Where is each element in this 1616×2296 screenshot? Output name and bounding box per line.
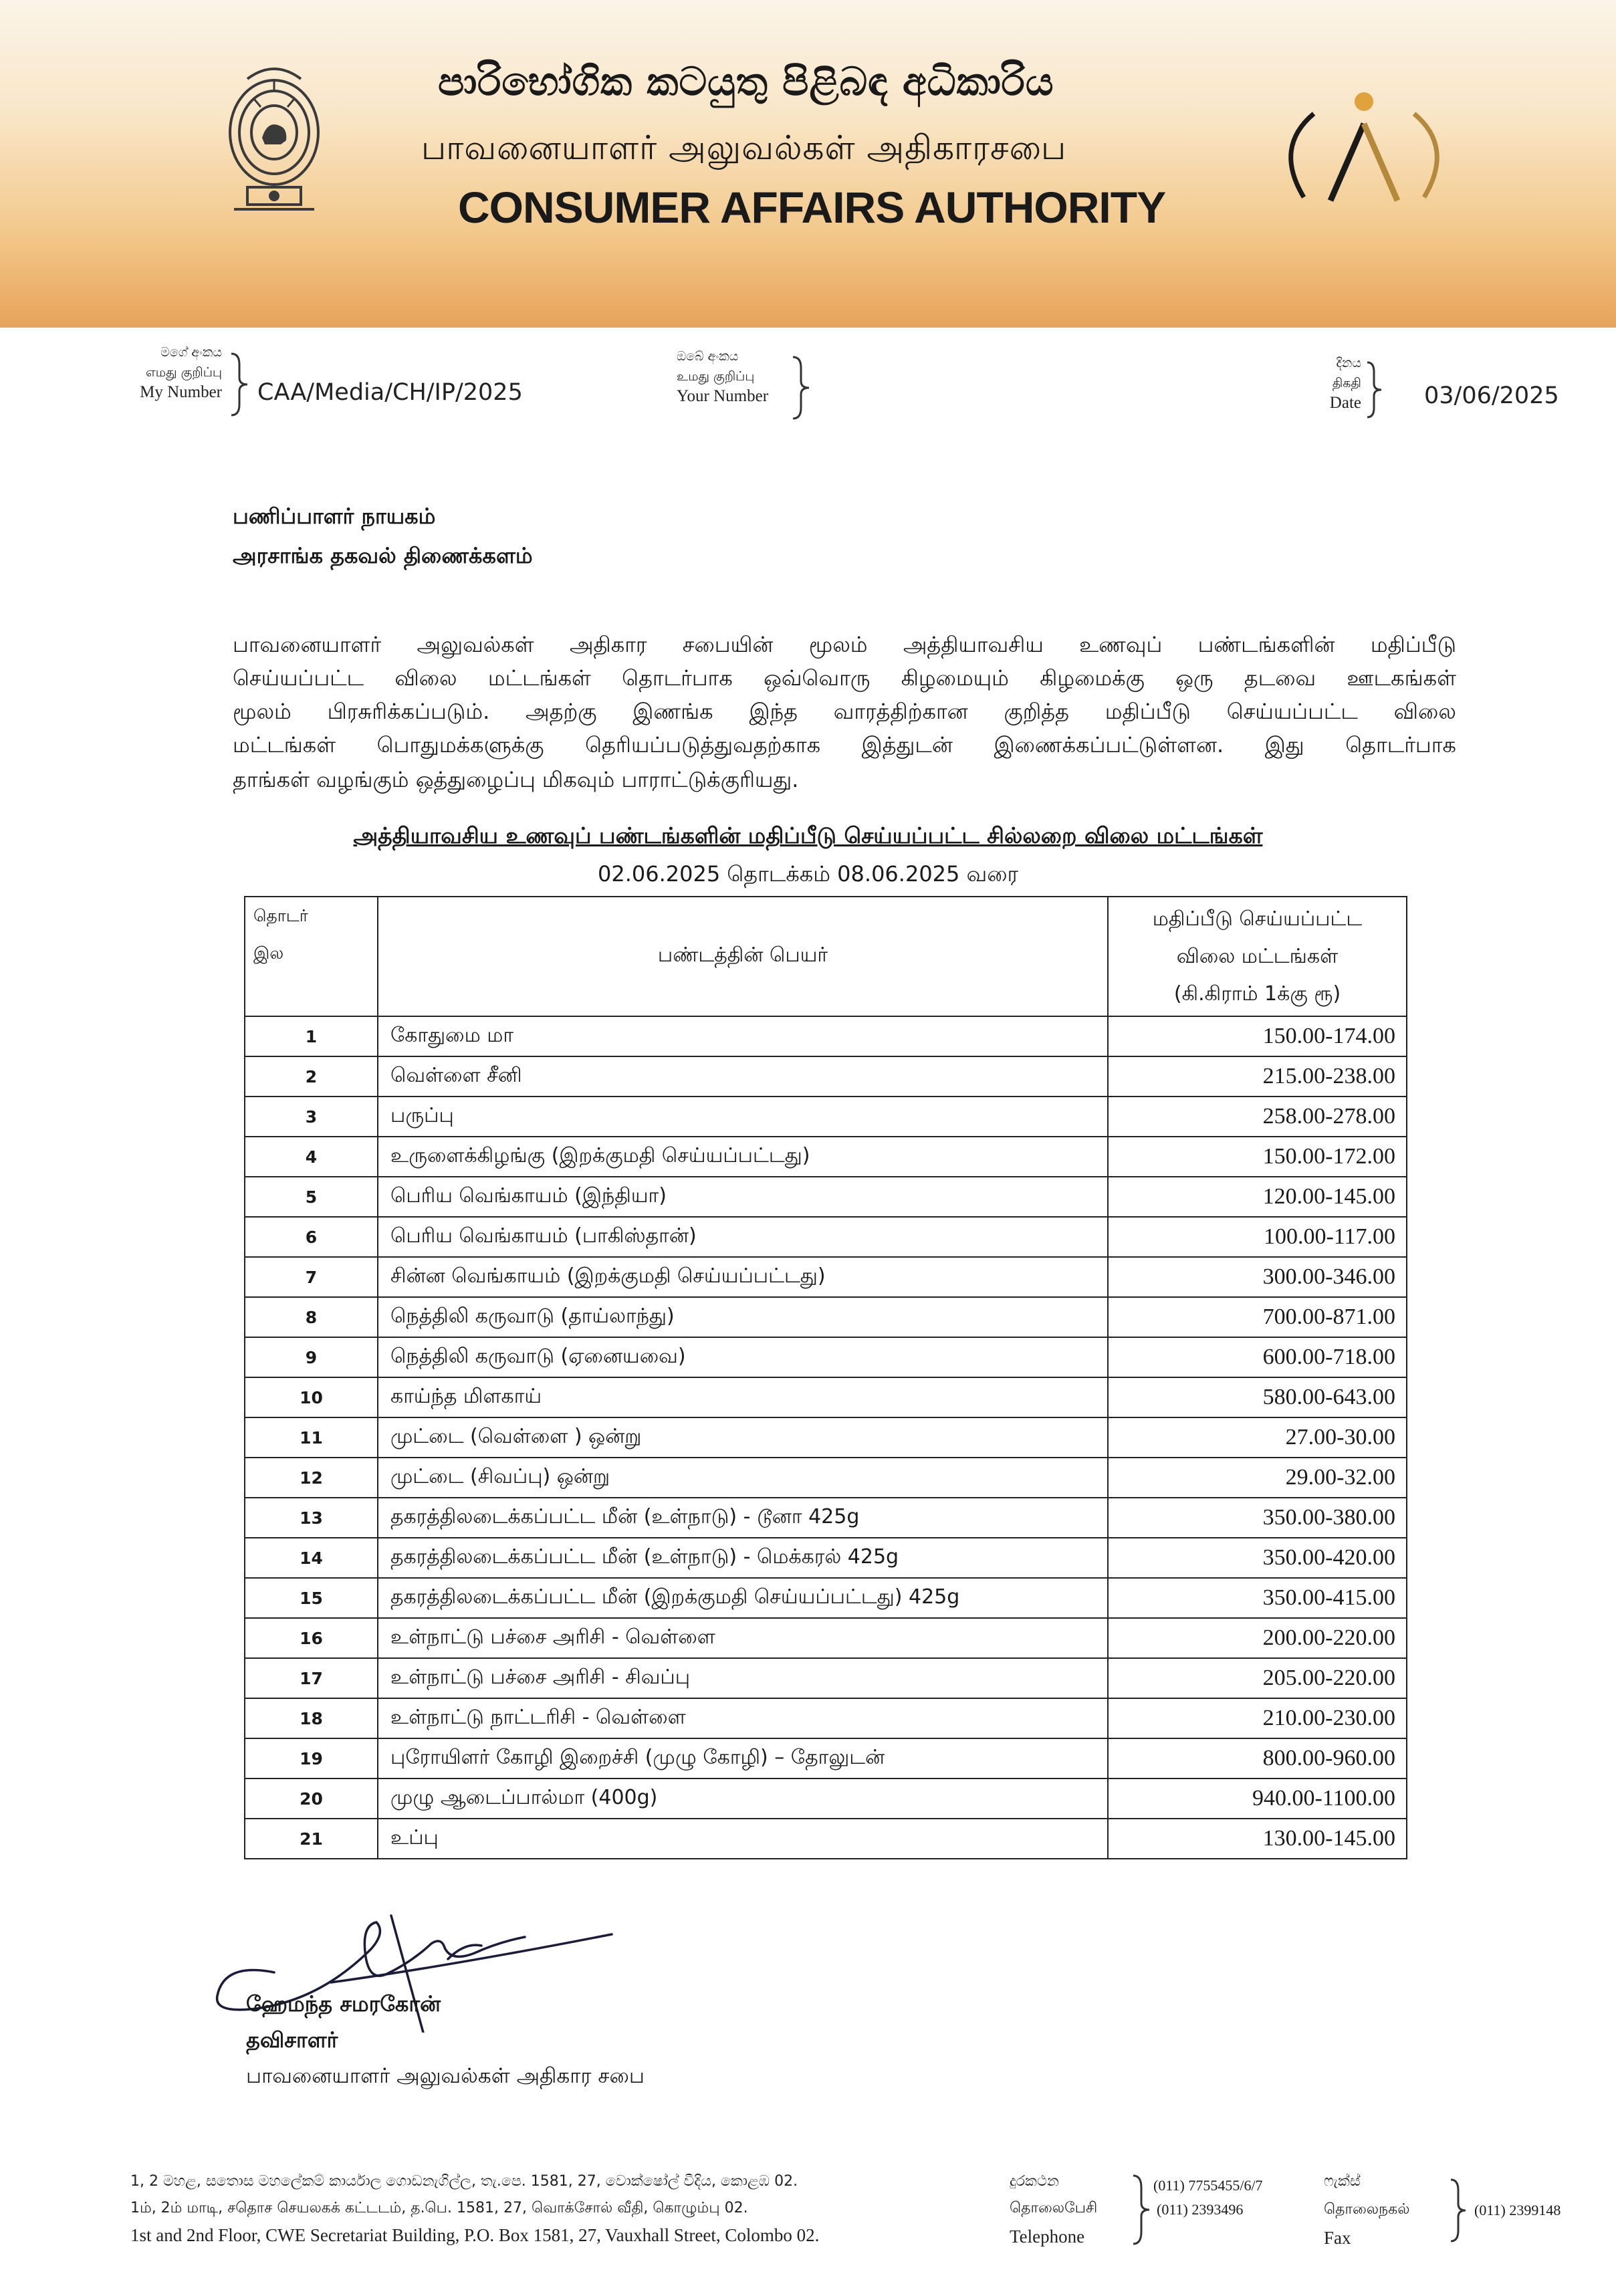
paragraph-word: சபையின்: [682, 632, 774, 657]
row-item-name: புரோயிளர் கோழி இறைச்சி (முழு கோழி) – தோலுடன்: [378, 1738, 1108, 1778]
paragraph-word: தடவை: [1244, 665, 1316, 691]
row-price-range: 27.00-30.00: [1108, 1417, 1407, 1458]
sri-lanka-emblem-icon: [221, 59, 328, 216]
row-price-range: 130.00-145.00: [1108, 1819, 1407, 1859]
caa-logo-icon: [1267, 87, 1461, 211]
paragraph-word: அதிகார: [569, 632, 647, 657]
paragraph-word: மதிப்பீடு: [1105, 699, 1191, 724]
row-item-name: வெள்ளை சீனி: [378, 1056, 1108, 1097]
table-row: [245, 1417, 1407, 1458]
paragraph-word: குறித்த: [1004, 699, 1069, 724]
row-price-range: 350.00-415.00: [1108, 1578, 1407, 1618]
row-item-name: உள்நாட்டு பச்சை அரிசி - சிவப்பு: [378, 1658, 1108, 1698]
row-item-name: முட்டை (வெள்ளை ) ஒன்று: [378, 1417, 1108, 1458]
row-price-range: 350.00-420.00: [1108, 1538, 1407, 1578]
my-number-label-en: My Number: [140, 383, 222, 401]
row-serial-no: 16: [245, 1618, 378, 1658]
table-row: [245, 1337, 1407, 1377]
row-price-range: 210.00-230.00: [1108, 1698, 1407, 1738]
footer-address-tamil: 1ம், 2ம் மாடி, சதொச செயலகக் கட்டடம், த.பெ. 1581, 27, வொக்சோல் வீதி, கொழும்பு 02.: [130, 2200, 748, 2216]
paragraph-word: மூலம்: [808, 632, 868, 657]
my-number-label-ta: எமது குறிப்பு: [145, 365, 222, 380]
paragraph-word: பண்டங்களின்: [1197, 632, 1335, 657]
header-price-line3: (கி.கிராம் 1க்கு ரூ): [1173, 982, 1341, 1006]
row-item-name: நெத்திலி கருவாடு (தாய்லாந்து): [378, 1297, 1108, 1337]
my-number-value: CAA/Media/CH/IP/2025: [257, 379, 523, 406]
row-item-name: பெரிய வெங்காயம் (பாகிஸ்தான்): [378, 1217, 1108, 1257]
table-row: [245, 1177, 1407, 1217]
your-number-label-ta: உமது குறிப்பு: [677, 369, 755, 384]
table-row: [245, 1217, 1407, 1257]
row-price-range: 120.00-145.00: [1108, 1177, 1407, 1217]
recipient-line-2: அரசாங்க தகவல் திணைக்களம்: [233, 543, 533, 568]
date-label-si: දිනය: [1336, 356, 1361, 370]
signatory-name: ஹேமந்த சமரகோன்: [246, 1991, 441, 2017]
row-item-name: உப்பு: [378, 1819, 1108, 1859]
price-table-body: [245, 1016, 1407, 1859]
paragraph-word: செய்யப்பட்ட: [1226, 699, 1358, 724]
row-price-range: 700.00-871.00: [1108, 1297, 1407, 1337]
brace-icon: [1448, 2177, 1468, 2244]
telephone-label-en: Telephone: [1010, 2226, 1085, 2247]
row-item-name: உருளைக்கிழங்கு (இறக்குமதி செய்யப்பட்டது): [378, 1137, 1108, 1177]
brace-icon: [789, 354, 813, 421]
price-table: [244, 896, 1407, 1859]
row-item-name: தகரத்திலடைக்கப்பட்ட மீன் (உள்நாடு) - மெக்கரல் 425g: [378, 1538, 1108, 1578]
my-number-label-si: මගේ අංකය: [160, 345, 222, 360]
row-item-name: தகரத்திலடைக்கப்பட்ட மீன் (உள்நாடு) - டூனா 425g: [378, 1498, 1108, 1538]
paragraph-line-4: [233, 732, 1456, 760]
table-header-row: [245, 897, 1407, 1016]
row-price-range: 100.00-117.00: [1108, 1217, 1407, 1257]
row-item-name: காய்ந்த மிளகாய்: [378, 1377, 1108, 1417]
fax-label-si: ෆැක්ස්: [1324, 2173, 1361, 2190]
row-item-name: முழு ஆடைப்பால்மா (400g): [378, 1778, 1108, 1819]
table-row: [245, 1538, 1407, 1578]
row-serial-no: 11: [245, 1417, 378, 1458]
row-serial-no: 12: [245, 1458, 378, 1498]
table-row: [245, 1377, 1407, 1417]
telephone-label-ta: தொலைபேசி: [1010, 2200, 1098, 2216]
row-item-name: சின்ன வெங்காயம் (இறக்குமதி செய்யப்பட்டது): [378, 1257, 1108, 1297]
authority-name-english: CONSUMER AFFAIRS AUTHORITY: [458, 183, 1166, 232]
footer-address-english: 1st and 2nd Floor, CWE Secretariat Building, P.O. Box 1581, 27, Vauxhall Street, Colombo 02.: [130, 2225, 820, 2245]
table-row: [245, 1698, 1407, 1738]
brace-icon: [227, 351, 251, 418]
paragraph-word: செய்யப்பட்ட: [233, 665, 364, 691]
row-price-range: 258.00-278.00: [1108, 1097, 1407, 1137]
paragraph-word: மட்டங்கள்: [487, 665, 591, 691]
header-price: [1108, 897, 1407, 1016]
signatory-organization: பாவனையாளர் அலுவல்கள் அதிகார சபை: [246, 2064, 645, 2088]
row-item-name: தகரத்திலடைக்கப்பட்ட மீன் (இறக்குமதி செய்யப்பட்டது) 425g: [378, 1578, 1108, 1618]
paragraph-word: பொதுமக்களுக்கு: [376, 732, 544, 758]
paragraph-word: மூலம்: [233, 699, 292, 724]
fax-number: (011) 2399148: [1474, 2202, 1561, 2218]
row-item-name: கோதுமை மா: [378, 1016, 1108, 1056]
paragraph-word: மட்டங்கள்: [233, 732, 336, 758]
table-subtitle: 02.06.2025 தொடக்கம் 08.06.2025 வரை: [597, 861, 1018, 887]
row-serial-no: 15: [245, 1578, 378, 1618]
fax-label-en: Fax: [1324, 2228, 1351, 2248]
row-serial-no: 9: [245, 1337, 378, 1377]
table-row: [245, 1297, 1407, 1337]
authority-name-sinhala: පාරිභෝගික කටයුතු පිළිබඳ අධිකාරිය: [438, 59, 1054, 104]
telephone-label-si: දුරකථන: [1010, 2173, 1059, 2190]
paragraph-word: அலுவல்கள்: [417, 632, 534, 657]
footer-address-sinhala: 1, 2 මහළ, සතොස මහලේකම් කාර්යාල ගොඩනැගිල්ල, තැ.පෙ. 1581, 27, වොක්ෂෝල් වීදිය, කොළඹ 02.: [130, 2173, 798, 2190]
paragraph-word: இத்துடன்: [861, 732, 953, 758]
header-price-line1: மதிப்பீடு செய்யப்பட்ட: [1152, 907, 1363, 931]
row-serial-no: 6: [245, 1217, 378, 1257]
row-serial-no: 7: [245, 1257, 378, 1297]
paragraph-line-3: [233, 699, 1456, 727]
row-price-range: 215.00-238.00: [1108, 1056, 1407, 1097]
row-price-range: 200.00-220.00: [1108, 1618, 1407, 1658]
paragraph-word: அதற்கு: [526, 699, 597, 724]
row-serial-no: 17: [245, 1658, 378, 1698]
table-title: அத்தியாவசிய உணவுப் பண்டங்களின் மதிப்பீடு செய்யப்பட்ட சில்லறை விலை மட்டங்கள்: [353, 822, 1263, 848]
row-serial-no: 13: [245, 1498, 378, 1538]
table-row: [245, 1618, 1407, 1658]
paragraph-word: ஒவ்வொரு: [764, 665, 871, 691]
recipient-line-1: பணிப்பாளர் நாயகம்: [233, 503, 436, 529]
table-row: [245, 1137, 1407, 1177]
row-serial-no: 3: [245, 1097, 378, 1137]
table-row: [245, 1778, 1407, 1819]
header-serial-no: [245, 897, 378, 1016]
row-item-name: உள்நாட்டு பச்சை அரிசி - வெள்ளை: [378, 1618, 1108, 1658]
row-item-name: பருப்பு: [378, 1097, 1108, 1137]
table-row: [245, 1738, 1407, 1778]
paragraph-word: இணங்க: [632, 699, 713, 724]
paragraph-word: தெரியப்படுத்துவதற்காக: [585, 732, 821, 758]
table-row: [245, 1257, 1407, 1297]
row-item-name: முட்டை (சிவப்பு) ஒன்று: [378, 1458, 1108, 1498]
row-serial-no: 21: [245, 1819, 378, 1859]
row-serial-no: 4: [245, 1137, 378, 1177]
table-row: [245, 1056, 1407, 1097]
table-row: [245, 1819, 1407, 1859]
fax-label-ta: தொலைநகல்: [1324, 2201, 1410, 2218]
table-row: [245, 1498, 1407, 1538]
row-serial-no: 8: [245, 1297, 378, 1337]
paragraph-line-5: தாங்கள் வழங்கும் ஒத்துழைப்பு மிகவும் பாராட்டுக்குரியது.: [233, 767, 799, 792]
paragraph-word: உணவுப்: [1079, 632, 1163, 657]
row-item-name: பெரிய வெங்காயம் (இந்தியா): [378, 1177, 1108, 1217]
table-row: [245, 1458, 1407, 1498]
header-item-name: பண்டத்தின் பெயர்: [378, 897, 1108, 1016]
row-item-name: உள்நாட்டு நாட்டரிசி - வெள்ளை: [378, 1698, 1108, 1738]
row-serial-no: 10: [245, 1377, 378, 1417]
paragraph-word: மதிப்பீடு: [1370, 632, 1456, 657]
row-serial-no: 5: [245, 1177, 378, 1217]
paragraph-word: விலை: [1393, 699, 1456, 724]
header-serial-no-line1: தொடர்: [253, 906, 308, 925]
row-serial-no: 20: [245, 1778, 378, 1819]
paragraph-word: கிழமையும்: [901, 665, 1009, 691]
row-serial-no: 1: [245, 1016, 378, 1056]
telephone-number-2: (011) 2393496: [1157, 2201, 1244, 2218]
paragraph-line-2: [233, 665, 1456, 693]
row-price-range: 580.00-643.00: [1108, 1377, 1407, 1417]
paragraph-word: தொடர்பாக: [622, 665, 733, 691]
date-label-ta: திகதி: [1332, 376, 1361, 390]
date-label-en: Date: [1329, 394, 1361, 412]
table-row: [245, 1097, 1407, 1137]
row-serial-no: 19: [245, 1738, 378, 1778]
paragraph-word: பாவனையாளர்: [233, 632, 382, 657]
row-serial-no: 14: [245, 1538, 378, 1578]
row-item-name: நெத்திலி கருவாடு (ஏனையவை): [378, 1337, 1108, 1377]
header-price-line2: விலை மட்டங்கள்: [1176, 944, 1339, 968]
date-value: 03/06/2025: [1424, 382, 1559, 409]
authority-name-tamil: பாவனையாளர் அலுவல்கள் அதிகாரசபை: [421, 128, 1067, 167]
paragraph-word: வாரத்திற்கான: [833, 699, 968, 724]
paragraph-word: அத்தியாவசிய: [903, 632, 1044, 657]
table-row: [245, 1578, 1407, 1618]
row-price-range: 940.00-1100.00: [1108, 1778, 1407, 1819]
your-number-label-si: ඔබේ අංකය: [677, 349, 739, 364]
paragraph-word: இந்த: [749, 699, 798, 724]
paragraph-word: பிரசுரிக்கப்படும்.: [327, 699, 490, 724]
row-price-range: 300.00-346.00: [1108, 1257, 1407, 1297]
paragraph-word: இது: [1264, 732, 1304, 758]
table-row: [245, 1016, 1407, 1056]
telephone-number-1: (011) 7755455/6/7: [1153, 2177, 1263, 2194]
paragraph-word: கிழமைக்கு: [1040, 665, 1145, 691]
brace-icon: [1364, 360, 1384, 420]
row-price-range: 150.00-174.00: [1108, 1016, 1407, 1056]
signatory-title: தவிசாளர்: [246, 2027, 338, 2053]
row-serial-no: 18: [245, 1698, 378, 1738]
your-number-label: [677, 346, 768, 407]
row-price-range: 205.00-220.00: [1108, 1658, 1407, 1698]
your-number-label-en: Your Number: [677, 387, 769, 405]
row-price-range: 29.00-32.00: [1108, 1458, 1407, 1498]
paragraph-word: இணைக்கப்பட்டுள்ளன.: [994, 732, 1224, 758]
brace-icon: [1130, 2173, 1153, 2247]
row-price-range: 600.00-718.00: [1108, 1337, 1407, 1377]
paragraph-line-1: [233, 632, 1456, 660]
date-label: [1310, 353, 1361, 413]
row-price-range: 350.00-380.00: [1108, 1498, 1407, 1538]
row-serial-no: 2: [245, 1056, 378, 1097]
row-price-range: 800.00-960.00: [1108, 1738, 1407, 1778]
paragraph-word: ஒரு: [1175, 665, 1214, 691]
paragraph-word: விலை: [394, 665, 457, 691]
paragraph-word: ஊடகங்கள்: [1347, 665, 1456, 691]
header-serial-no-line2: இல: [253, 943, 284, 963]
row-price-range: 150.00-172.00: [1108, 1137, 1407, 1177]
paragraph-word: தொடர்பாக: [1345, 732, 1456, 758]
my-number-label: [128, 342, 222, 403]
table-row: [245, 1658, 1407, 1698]
